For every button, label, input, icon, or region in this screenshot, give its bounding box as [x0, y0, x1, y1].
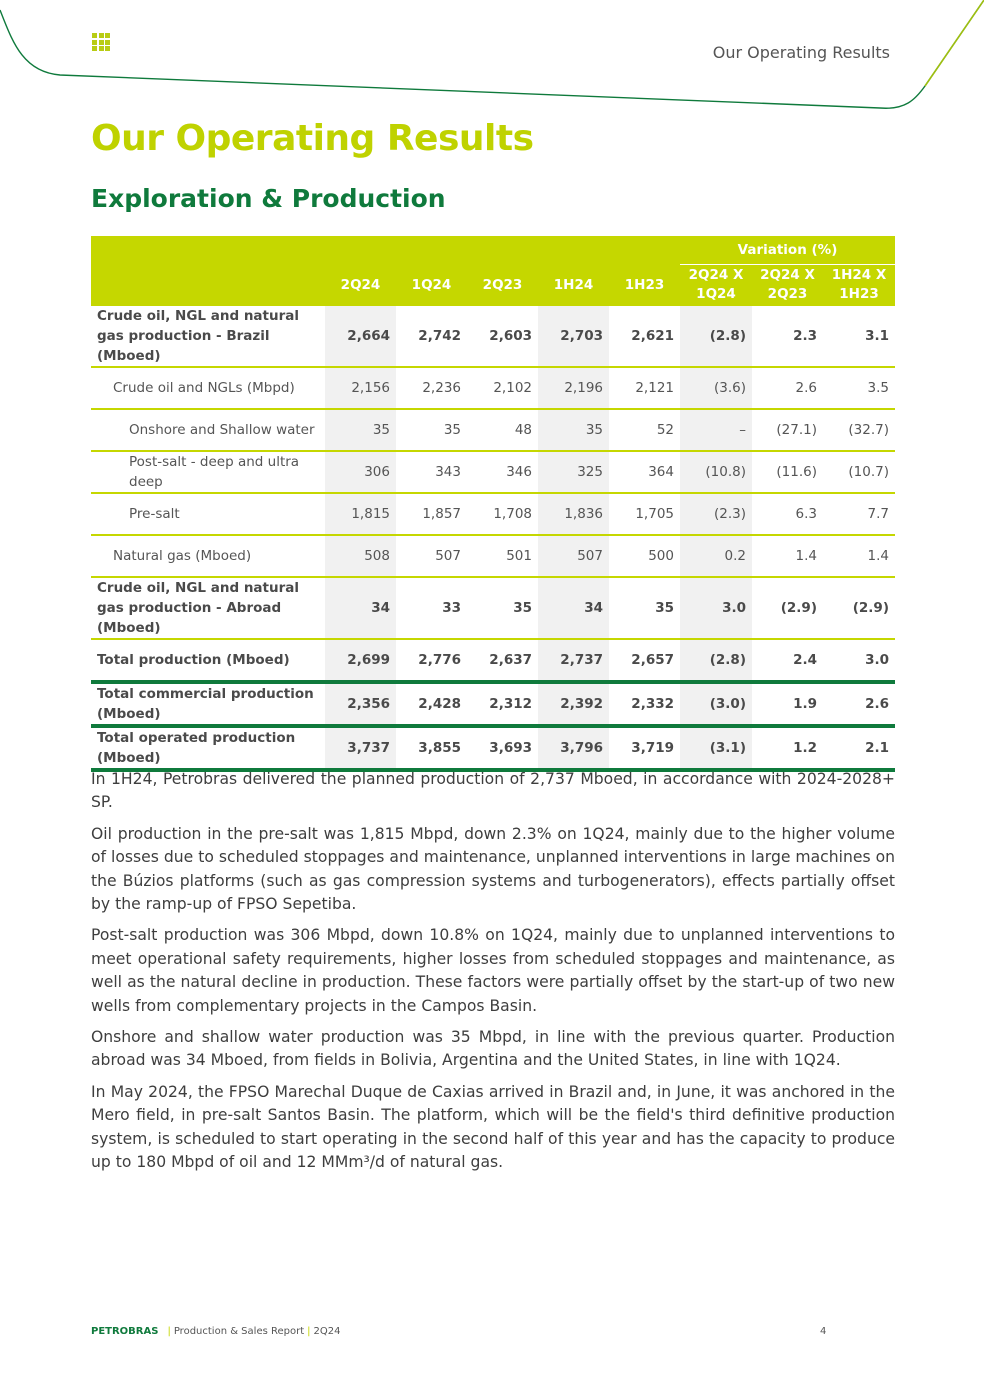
- cell: 35: [325, 409, 396, 451]
- grid-logo-icon: [92, 33, 110, 51]
- table-row: [91, 726, 895, 770]
- cell: 3.1: [823, 306, 895, 367]
- row-label: Crude oil, NGL and natural gas production - Brazil (Mboed): [91, 306, 325, 367]
- cell: 2,776: [396, 639, 467, 682]
- cell: 2,621: [609, 306, 680, 367]
- cell: 1.9: [752, 682, 823, 726]
- cell: (3.6): [680, 367, 752, 409]
- row-label: Onshore and Shallow water: [91, 409, 325, 451]
- cell: 35: [396, 409, 467, 451]
- table-row: [91, 577, 895, 639]
- cell: 364: [609, 451, 680, 493]
- cell: (10.7): [823, 451, 895, 493]
- col-header: 1H23: [609, 264, 680, 306]
- cell: (3.0): [680, 682, 752, 726]
- cell: 1,815: [325, 493, 396, 535]
- cell: 1,857: [396, 493, 467, 535]
- table-row: [91, 367, 895, 409]
- row-label: Total production (Mboed): [91, 639, 325, 682]
- cell: 2.6: [752, 367, 823, 409]
- cell: (2.9): [752, 577, 823, 639]
- cell: 3,796: [538, 726, 609, 770]
- row-label: Pre-salt: [91, 493, 325, 535]
- cell: 500: [609, 535, 680, 577]
- cell: 2,603: [467, 306, 538, 367]
- cell: 48: [467, 409, 538, 451]
- cell: 0.2: [680, 535, 752, 577]
- header-label-blank: [91, 264, 325, 306]
- cell: (11.6): [752, 451, 823, 493]
- cell: 346: [467, 451, 538, 493]
- row-label: Total operated production (Mboed): [91, 726, 325, 770]
- cell: 35: [467, 577, 538, 639]
- cell: 2.1: [823, 726, 895, 770]
- paragraph: In May 2024, the FPSO Marechal Duque de Caxias arrived in Brazil and, in June, it was anchored in the Mero field, in pre-salt Santos Basin. The platform, which will be the field's third definitive production system, is scheduled to start operating in the second half of this year and has the capacity to produce up to 180 Mbpd of oil and 12 MMm³/d of natural gas.: [91, 1082, 895, 1172]
- cell: (27.1): [752, 409, 823, 451]
- cell: (3.1): [680, 726, 752, 770]
- cell: (2.8): [680, 639, 752, 682]
- cell: (2.3): [680, 493, 752, 535]
- col-header: 2Q24 X 2Q23: [752, 264, 823, 306]
- cell: 2,637: [467, 639, 538, 682]
- cell: 501: [467, 535, 538, 577]
- production-table: [91, 236, 895, 772]
- cell: 2,737: [538, 639, 609, 682]
- table-row: [91, 535, 895, 577]
- paragraph: Onshore and shallow water production was 35 Mbpd, in line with the previous quarter. Production abroad was 34 Mboed, from fields in Bolivia, Argentina and the United States, in line with 1Q24.: [91, 1028, 895, 1070]
- cell: 507: [396, 535, 467, 577]
- col-header: 1H24: [538, 264, 609, 306]
- cell: –: [680, 409, 752, 451]
- variation-header: Variation (%): [680, 236, 895, 264]
- table-row: [91, 409, 895, 451]
- cell: 3.5: [823, 367, 895, 409]
- cell: 2,236: [396, 367, 467, 409]
- footer-report: Production & Sales Report: [173, 1326, 305, 1337]
- row-label: Crude oil and NGLs (Mbpd): [91, 367, 325, 409]
- cell: 2,196: [538, 367, 609, 409]
- cell: 2,703: [538, 306, 609, 367]
- cell: 3.0: [680, 577, 752, 639]
- table-row: [91, 493, 895, 535]
- cell: 507: [538, 535, 609, 577]
- cell: 306: [325, 451, 396, 493]
- cell: 33: [396, 577, 467, 639]
- cell: 1.4: [752, 535, 823, 577]
- cell: (10.8): [680, 451, 752, 493]
- cell: 52: [609, 409, 680, 451]
- cell: 2,657: [609, 639, 680, 682]
- cell: 34: [538, 577, 609, 639]
- row-label: Natural gas (Mboed): [91, 535, 325, 577]
- cell: 2,312: [467, 682, 538, 726]
- cell: 3,719: [609, 726, 680, 770]
- cell: 2,664: [325, 306, 396, 367]
- cell: 2.6: [823, 682, 895, 726]
- cell: 508: [325, 535, 396, 577]
- cell: 34: [325, 577, 396, 639]
- section-title: Exploration & Production: [91, 184, 446, 213]
- cell: 2.3: [752, 306, 823, 367]
- cell: 1.2: [752, 726, 823, 770]
- cell: 7.7: [823, 493, 895, 535]
- body-text: [91, 768, 895, 1183]
- cell: 343: [396, 451, 467, 493]
- table-row: [91, 306, 895, 367]
- cell: 2,356: [325, 682, 396, 726]
- cell: 2,121: [609, 367, 680, 409]
- header-blank: [91, 236, 680, 264]
- paragraph: In 1H24, Petrobras delivered the planned production of 2,737 Mboed, in accordance with 2024-2028+ SP.: [91, 770, 895, 812]
- col-header: 1H24 X 1H23: [823, 264, 895, 306]
- col-header: 2Q24 X 1Q24: [680, 264, 752, 306]
- footer-brand: PETROBRAS: [91, 1326, 159, 1337]
- col-header: 2Q24: [325, 264, 396, 306]
- row-label: Crude oil, NGL and natural gas production - Abroad (Mboed): [91, 577, 325, 639]
- cell: 1,705: [609, 493, 680, 535]
- cell: 2,156: [325, 367, 396, 409]
- cell: 1.4: [823, 535, 895, 577]
- cell: 3,693: [467, 726, 538, 770]
- cell: 3,737: [325, 726, 396, 770]
- running-header: Our Operating Results: [712, 43, 890, 62]
- col-header: 2Q23: [467, 264, 538, 306]
- footer-separator: |: [167, 1326, 171, 1337]
- cell: 35: [609, 577, 680, 639]
- page-number: 4: [820, 1326, 827, 1337]
- cell: (2.9): [823, 577, 895, 639]
- table-row: [91, 682, 895, 726]
- paragraph: Oil production in the pre-salt was 1,815 Mbpd, down 2.3% on 1Q24, mainly due to the higher volume of losses due to scheduled stoppages and maintenance, unplanned interventions in large machines on the Búzios platforms (such as gas compression systems and turbogenerators), effects partially offset by the ramp-up of FPSO Sepetiba.: [91, 824, 895, 914]
- cell: 1,708: [467, 493, 538, 535]
- page-title: Our Operating Results: [91, 118, 534, 159]
- row-label: Total commercial production (Mboed): [91, 682, 325, 726]
- cell: 3,855: [396, 726, 467, 770]
- cell: 2,742: [396, 306, 467, 367]
- table-row: [91, 451, 895, 493]
- cell: 2,428: [396, 682, 467, 726]
- footer-period: 2Q24: [313, 1326, 341, 1337]
- cell: (2.8): [680, 306, 752, 367]
- cell: 35: [538, 409, 609, 451]
- table-row: [91, 639, 895, 682]
- paragraph: Post-salt production was 306 Mbpd, down 10.8% on 1Q24, mainly due to unplanned interventions to meet operational safety requirements, higher losses from scheduled stoppages and maintenance, as well as the natural decline in production. These factors were partially offset by the start-up of two new wells from complementary projects in the Campos Basin.: [91, 926, 895, 1015]
- cell: 3.0: [823, 639, 895, 682]
- cell: (32.7): [823, 409, 895, 451]
- cell: 2,392: [538, 682, 609, 726]
- cell: 325: [538, 451, 609, 493]
- cell: 2,332: [609, 682, 680, 726]
- footer: [91, 1326, 340, 1337]
- cell: 2.4: [752, 639, 823, 682]
- cell: 2,102: [467, 367, 538, 409]
- cell: 2,699: [325, 639, 396, 682]
- footer-separator: |: [307, 1326, 311, 1337]
- cell: 1,836: [538, 493, 609, 535]
- row-label: Post-salt - deep and ultra deep: [91, 451, 325, 493]
- col-header: 1Q24: [396, 264, 467, 306]
- cell: 6.3: [752, 493, 823, 535]
